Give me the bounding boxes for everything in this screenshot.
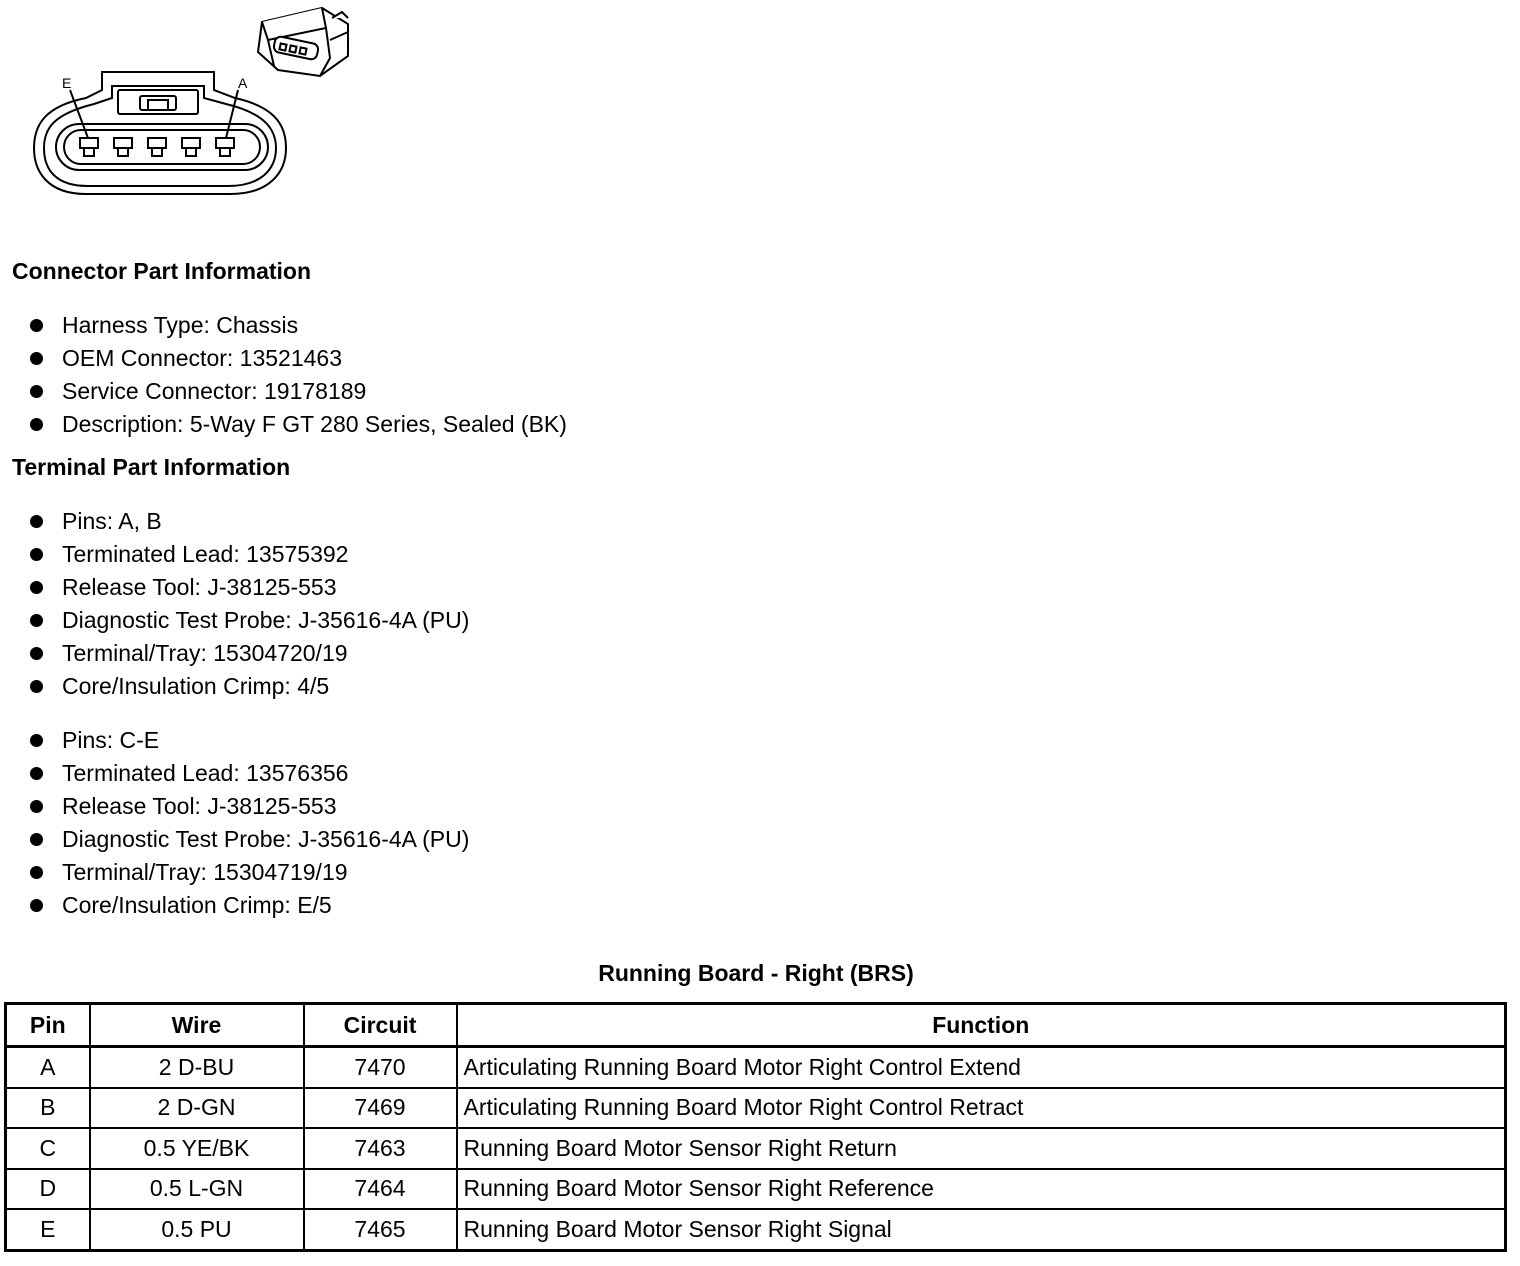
list-item: Release Tool: J-38125-553 (28, 571, 469, 604)
bullet-icon (30, 418, 43, 431)
connector-face (34, 72, 286, 194)
table-header-row (6, 1004, 1506, 1047)
list-item: Terminal/Tray: 15304720/19 (28, 637, 469, 670)
bullet-icon (30, 352, 43, 365)
bullet-icon (30, 734, 43, 747)
bullet-icon (30, 319, 43, 332)
list-item: Terminal/Tray: 15304719/19 (28, 856, 469, 889)
bullet-icon (30, 899, 43, 912)
table-row (6, 1047, 1506, 1088)
bullet-icon (30, 800, 43, 813)
cell-function: Articulating Running Board Motor Right Control Retract (457, 1088, 1506, 1129)
terminal-part-info-list-1 (28, 505, 469, 703)
bullet-icon (30, 680, 43, 693)
connector-illustration (30, 0, 360, 200)
list-item: Terminated Lead: 13576356 (28, 757, 469, 790)
pin-table (4, 1002, 1507, 1252)
list-item: Release Tool: J-38125-553 (28, 790, 469, 823)
header-pin: Pin (6, 1004, 90, 1047)
cell-wire: 0.5 PU (90, 1209, 304, 1250)
list-item: Pins: C-E (28, 724, 469, 757)
header-circuit: Circuit (304, 1004, 457, 1047)
cell-pin: A (6, 1047, 90, 1088)
table-row (6, 1128, 1506, 1169)
bullet-icon (30, 767, 43, 780)
header-function: Function (457, 1004, 1506, 1047)
bullet-icon (30, 515, 43, 528)
cell-function: Running Board Motor Sensor Right Return (457, 1128, 1506, 1169)
list-item: Terminated Lead: 13575392 (28, 538, 469, 571)
cell-circuit: 7465 (304, 1209, 457, 1250)
bullet-icon (30, 581, 43, 594)
cell-pin: D (6, 1169, 90, 1210)
connector-part-info-list (28, 309, 567, 441)
table-row (6, 1209, 1506, 1250)
cell-function: Articulating Running Board Motor Right Control Extend (457, 1047, 1506, 1088)
bullet-icon (30, 614, 43, 627)
cell-wire: 2 D-GN (90, 1088, 304, 1129)
cell-circuit: 7469 (304, 1088, 457, 1129)
cell-pin: E (6, 1209, 90, 1250)
pin-label-e: E (62, 75, 72, 91)
list-item: Diagnostic Test Probe: J-35616-4A (PU) (28, 823, 469, 856)
cell-function: Running Board Motor Sensor Right Signal (457, 1209, 1506, 1250)
cell-circuit: 7470 (304, 1047, 457, 1088)
list-item: Service Connector: 19178189 (28, 375, 567, 408)
bullet-icon (30, 548, 43, 561)
cell-pin: C (6, 1128, 90, 1169)
connector-part-info-heading: Connector Part Information (12, 258, 312, 284)
list-item: Harness Type: Chassis (28, 309, 567, 342)
bullet-icon (30, 833, 43, 846)
list-item: Diagnostic Test Probe: J-35616-4A (PU) (28, 604, 469, 637)
cell-wire: 2 D-BU (90, 1047, 304, 1088)
list-item: Core/Insulation Crimp: E/5 (28, 889, 469, 922)
header-wire: Wire (90, 1004, 304, 1047)
pin-table-title: Running Board - Right (BRS) (598, 960, 914, 986)
list-item: Description: 5-Way F GT 280 Series, Sealed (BK) (28, 408, 567, 441)
cell-wire: 0.5 YE/BK (90, 1128, 304, 1169)
bullet-icon (30, 385, 43, 398)
terminal-part-info-heading: Terminal Part Information (12, 454, 291, 480)
cell-function: Running Board Motor Sensor Right Reference (457, 1169, 1506, 1210)
bullet-icon (30, 647, 43, 660)
pin-label-a: A (238, 75, 248, 91)
table-row (6, 1169, 1506, 1210)
cell-wire: 0.5 L-GN (90, 1169, 304, 1210)
terminal-part-info-list-2 (28, 724, 469, 922)
connector-terminals (80, 138, 234, 156)
list-item: Pins: A, B (28, 505, 469, 538)
connector-isometric-icon (258, 8, 348, 76)
cell-circuit: 7463 (304, 1128, 457, 1169)
list-item: Core/Insulation Crimp: 4/5 (28, 670, 469, 703)
bullet-icon (30, 866, 43, 879)
list-item: OEM Connector: 13521463 (28, 342, 567, 375)
cell-circuit: 7464 (304, 1169, 457, 1210)
cell-pin: B (6, 1088, 90, 1129)
table-row (6, 1088, 1506, 1129)
